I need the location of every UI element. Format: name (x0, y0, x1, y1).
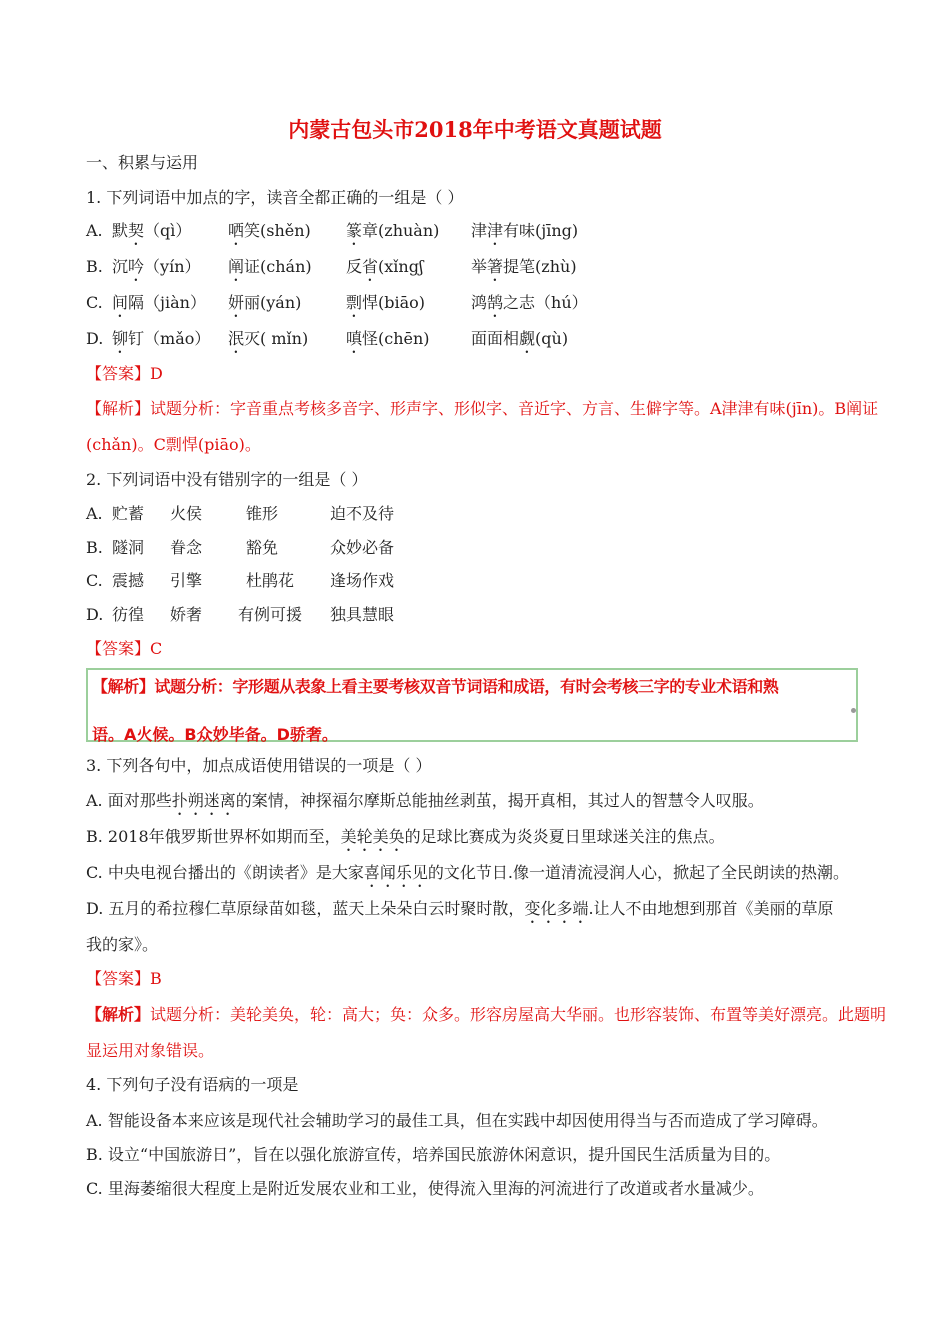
dotted-idiom: 美轮美奂 (340, 827, 405, 846)
q1-option-word: 剽悍(biāo) (346, 293, 426, 312)
q2-option-label: A. (86, 504, 103, 523)
section-heading: 一、积累与运用 (86, 153, 199, 172)
q2-option-word: 隧洞 (112, 538, 145, 557)
q2-option-word: 有例可援 (238, 605, 303, 624)
q3-analysis-line1: 【解析】试题分析：美轮美奂，轮：高大；奂：众多。形容房屋高大华丽。也形容装饰、布置等美好漂亮。此题明 (86, 1005, 887, 1024)
q2-option-word: 眷念 (170, 538, 203, 557)
q3-option-b: B. 2018年俄罗斯世界杯如期而至，美轮美奂的足球比赛成为炎炎夏日里球迷关注的焦点。 (86, 827, 725, 846)
q4-option-a: A. 智能设备本来应该是现代社会辅助学习的最佳工具，但在实践中却因使用得当与否而造成了学习障碍。 (86, 1111, 828, 1130)
answer-tag: 【答案】 (86, 969, 151, 988)
q1-option-word: 铆钉（mǎo） (112, 329, 211, 348)
q1-analysis-line1: 【解析】试题分析：字音重点考核多音字、形声字、形似字、音近字、方言、生僻字等。A津津有味(jīn)。B阐证 (86, 399, 879, 418)
q1-option-word: 哂笑(shěn) (228, 221, 311, 240)
q3-option-d-cont: 我的家》。 (86, 935, 159, 954)
q1-option-word: 嗔怪(chēn) (346, 329, 430, 348)
dotted-idiom: 扑朔迷离 (171, 791, 236, 810)
q2-option-word: 贮蓄 (112, 504, 145, 523)
dotted-char: 篆 (346, 221, 363, 240)
q2-option-word: 杜鹃花 (246, 571, 295, 590)
q1-option-word: 泯灭( mǐn) (228, 329, 309, 348)
dotted-char: 嗔 (346, 329, 363, 348)
q2-stem: 2. 下列词语中没有错别字的一组是（ ） (86, 470, 368, 489)
dotted-char: 箸 (487, 257, 504, 276)
q4-stem: 4. 下列句子没有语病的一项是 (86, 1075, 299, 1094)
dotted-char: 觑 (519, 329, 536, 348)
dotted-char: 泯 (228, 329, 245, 348)
q1-option-word: 鸿鹄之志（hú） (471, 293, 588, 312)
q2-option-word: 娇奢 (170, 605, 203, 624)
q1-option-word: 面面相觑(qù) (471, 329, 569, 348)
q1-option-word: 间隔（jiàn） (112, 293, 206, 312)
q2-option-word: 逢场作戏 (330, 571, 395, 590)
q2-option-word: 豁免 (246, 538, 279, 557)
dotted-char: 阐 (228, 257, 245, 276)
dotted-char: 间 (112, 293, 129, 312)
q3-stem: 3. 下列各句中，加点成语使用错误的一项是（ ） (86, 756, 432, 775)
q3-answer (86, 968, 162, 990)
q3-option-d: D. 五月的希拉穆仁草原绿苗如毯，蓝天上朵朵白云时聚时散，变化多端.让人不由地想到那首《美丽的草原 (86, 899, 834, 918)
q2-option-word: 迫不及待 (330, 504, 395, 523)
q4-option-b: B. 设立“中国旅游日”，旨在以强化旅游宣传，培养国民旅游休闲意识，提升国民生活质量为目的。 (86, 1145, 781, 1164)
resize-handle-icon (851, 708, 856, 713)
q2-option-label: B. (86, 538, 103, 557)
q1-option-word: 篆章(zhuàn) (346, 221, 440, 240)
q2-analysis-line1: 【解析】试题分析：字形题从表象上看主要考核双音节词语和成语，有时会考核三字的专业术语和熟 (92, 677, 779, 696)
q1-option-word: 津津有味(jīng) (471, 221, 579, 240)
q2-option-word: 众妙必备 (330, 538, 395, 557)
dotted-char: 铆 (112, 329, 129, 348)
dotted-char: 契 (128, 221, 145, 240)
q1-option-word: 反省(xǐngʃ (346, 257, 424, 276)
q2-option-word: 震撼 (112, 571, 145, 590)
q1-answer (86, 363, 163, 385)
q2-analysis-box (86, 668, 858, 742)
dotted-char: 津 (487, 221, 504, 240)
q2-option-word: 独具慧眼 (330, 605, 395, 624)
q2-option-word: 引擎 (170, 571, 203, 590)
dotted-char: 省 (362, 257, 379, 276)
answer-tag: 【答案】 (86, 639, 151, 658)
q1-option-label: B. (86, 257, 103, 276)
dotted-char: 剽 (346, 293, 363, 312)
dotted-char: 吟 (128, 257, 145, 276)
q2-option-word: 锥形 (246, 504, 279, 523)
answer-tag: 【答案】 (86, 364, 151, 383)
dotted-idiom: 喜闻乐见 (363, 863, 428, 882)
q2-analysis-line2: 语。A火候。B众妙毕备。D骄奢。 (92, 725, 338, 744)
dotted-idiom: 变化多端 (524, 899, 589, 918)
q1-option-word: 举箸提笔(zhù) (471, 257, 577, 276)
answer-value: B (150, 969, 162, 988)
q2-option-label: D. (86, 605, 104, 624)
q1-option-word: 阐证(chán) (228, 257, 312, 276)
q2-option-word: 火侯 (170, 504, 203, 523)
q3-option-c: C. 中央电视台播出的《朗读者》是大家喜闻乐见的文化节日.像一道清流浸润人心，掀起了全民朗读的热潮。 (86, 863, 849, 882)
q1-stem: 1. 下列词语中加点的字，读音全都正确的一组是（ ） (86, 188, 464, 207)
q2-answer (86, 638, 162, 660)
q2-option-label: C. (86, 571, 103, 590)
q1-analysis-line2: (chǎn)。C剽悍(piāo)。 (86, 435, 261, 454)
dotted-char: 哂 (228, 221, 245, 240)
dotted-char: 鹄 (487, 293, 504, 312)
q1-option-word: 妍丽(yán) (228, 293, 302, 312)
q1-option-label: C. (86, 293, 103, 312)
dotted-char: 妍 (228, 293, 245, 312)
q1-option-word: 沉吟（yín） (112, 257, 201, 276)
q4-option-c: C. 里海萎缩很大程度上是附近发展农业和工业，使得流入里海的河流进行了改道或者水量减少。 (86, 1179, 764, 1198)
page-title: 内蒙古包头市2018年中考语文真题试题 (288, 117, 662, 142)
q1-option-label: D. (86, 329, 104, 348)
answer-value: C (150, 639, 163, 658)
q1-option-label: A. (86, 221, 103, 240)
q3-analysis-line2: 显运用对象错误。 (86, 1041, 215, 1060)
q3-option-a: A. 面对那些扑朔迷离的案情，神探福尔摩斯总能抽丝剥茧，揭开真相，其过人的智慧令人叹服。 (86, 791, 764, 810)
q2-option-word: 彷徨 (112, 605, 145, 624)
answer-value: D (150, 364, 163, 383)
q1-option-word: 默契（qì） (112, 221, 192, 240)
